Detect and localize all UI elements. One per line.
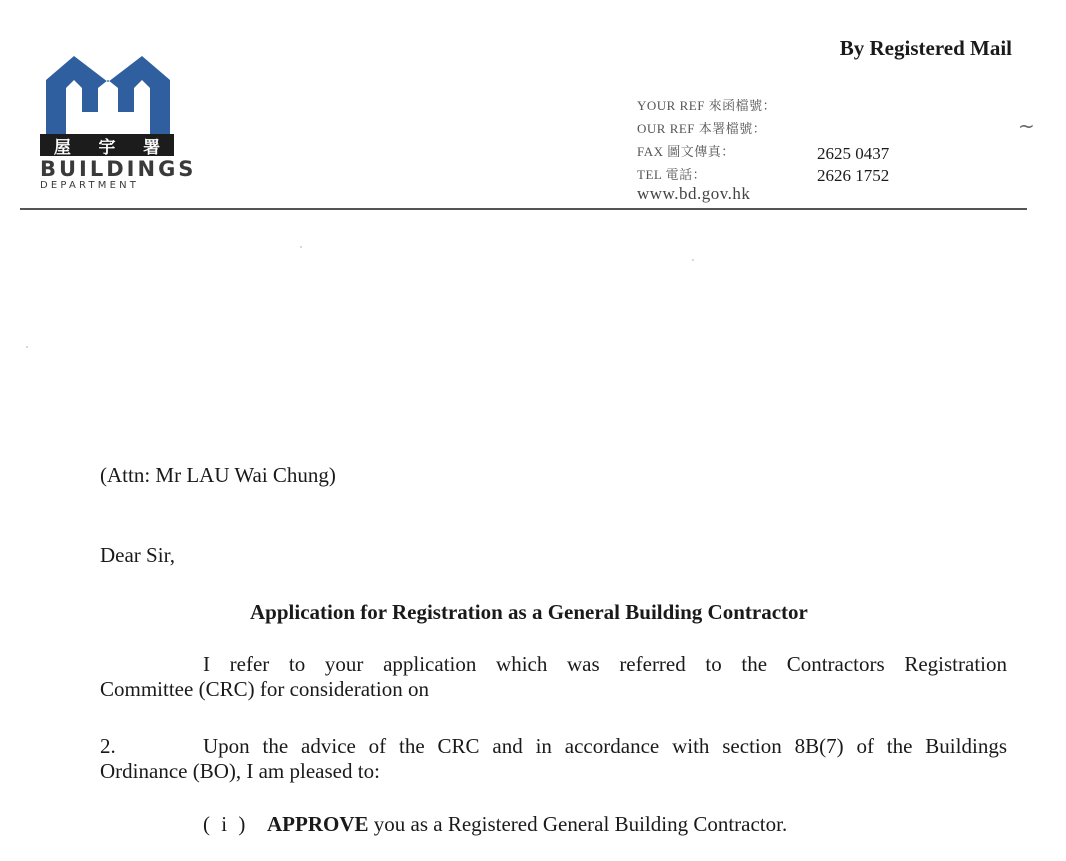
header-divider xyxy=(20,208,1027,210)
paragraph-2 xyxy=(100,734,1007,784)
paragraph-2-line-1: Upon the advice of the CRC and in accordance with section 8B(7) of the Buildings xyxy=(203,734,1007,758)
logo-chinese-band xyxy=(40,134,174,156)
paragraph-2-line-2: Ordinance (BO), I am pleased to: xyxy=(100,759,380,783)
logo-subtitle: DEPARTMENT xyxy=(40,180,140,191)
item-number: ( i ) xyxy=(203,812,249,836)
logo-char-2: 宇 xyxy=(98,137,116,158)
handwritten-mark-icon: ~ xyxy=(1018,114,1035,138)
approval-item xyxy=(203,812,787,837)
scan-speck xyxy=(692,259,694,261)
house-outline-icon xyxy=(40,52,176,134)
website-link[interactable]: www.bd.gov.hk xyxy=(637,184,751,203)
paragraph-1-line-2: Committee (CRC) for consideration on xyxy=(100,677,429,701)
our-ref-label: OUR REF 本署檔號： xyxy=(637,121,767,136)
salutation: Dear Sir, xyxy=(100,543,175,567)
reference-labels xyxy=(637,94,776,186)
your-ref-label: YOUR REF 來函檔號： xyxy=(637,98,777,113)
letter-subject: Application for Registration as a General Building Contractor xyxy=(250,600,808,624)
buildings-department-logo xyxy=(40,52,197,192)
tel-number: 2626 1752 xyxy=(817,166,890,185)
scan-speck xyxy=(26,346,28,348)
paragraph-1 xyxy=(100,652,1007,702)
scan-speck xyxy=(300,246,302,248)
item-text: you as a Registered General Building Contractor. xyxy=(368,812,788,836)
fax-label: FAX 圖文傳真： xyxy=(637,144,735,159)
attention-line: (Attn: Mr LAU Wai Chung) xyxy=(100,463,336,487)
paragraph-1-line-1: I refer to your application which was referred to the Contractors Registration xyxy=(203,652,1007,676)
logo-wordmark: BUILDINGS xyxy=(40,157,197,181)
logo-house-shape xyxy=(46,56,170,134)
mail-mode-label: By Registered Mail xyxy=(839,36,1012,60)
fax-number: 2625 0437 xyxy=(817,144,890,163)
reference-values xyxy=(817,143,889,187)
logo-char-3: 署 xyxy=(143,137,161,158)
paragraph-2-number: 2. xyxy=(100,734,116,758)
tel-label: TEL 電話： xyxy=(637,167,707,182)
logo-char-1: 屋 xyxy=(53,137,71,158)
item-action: APPROVE xyxy=(267,812,369,836)
